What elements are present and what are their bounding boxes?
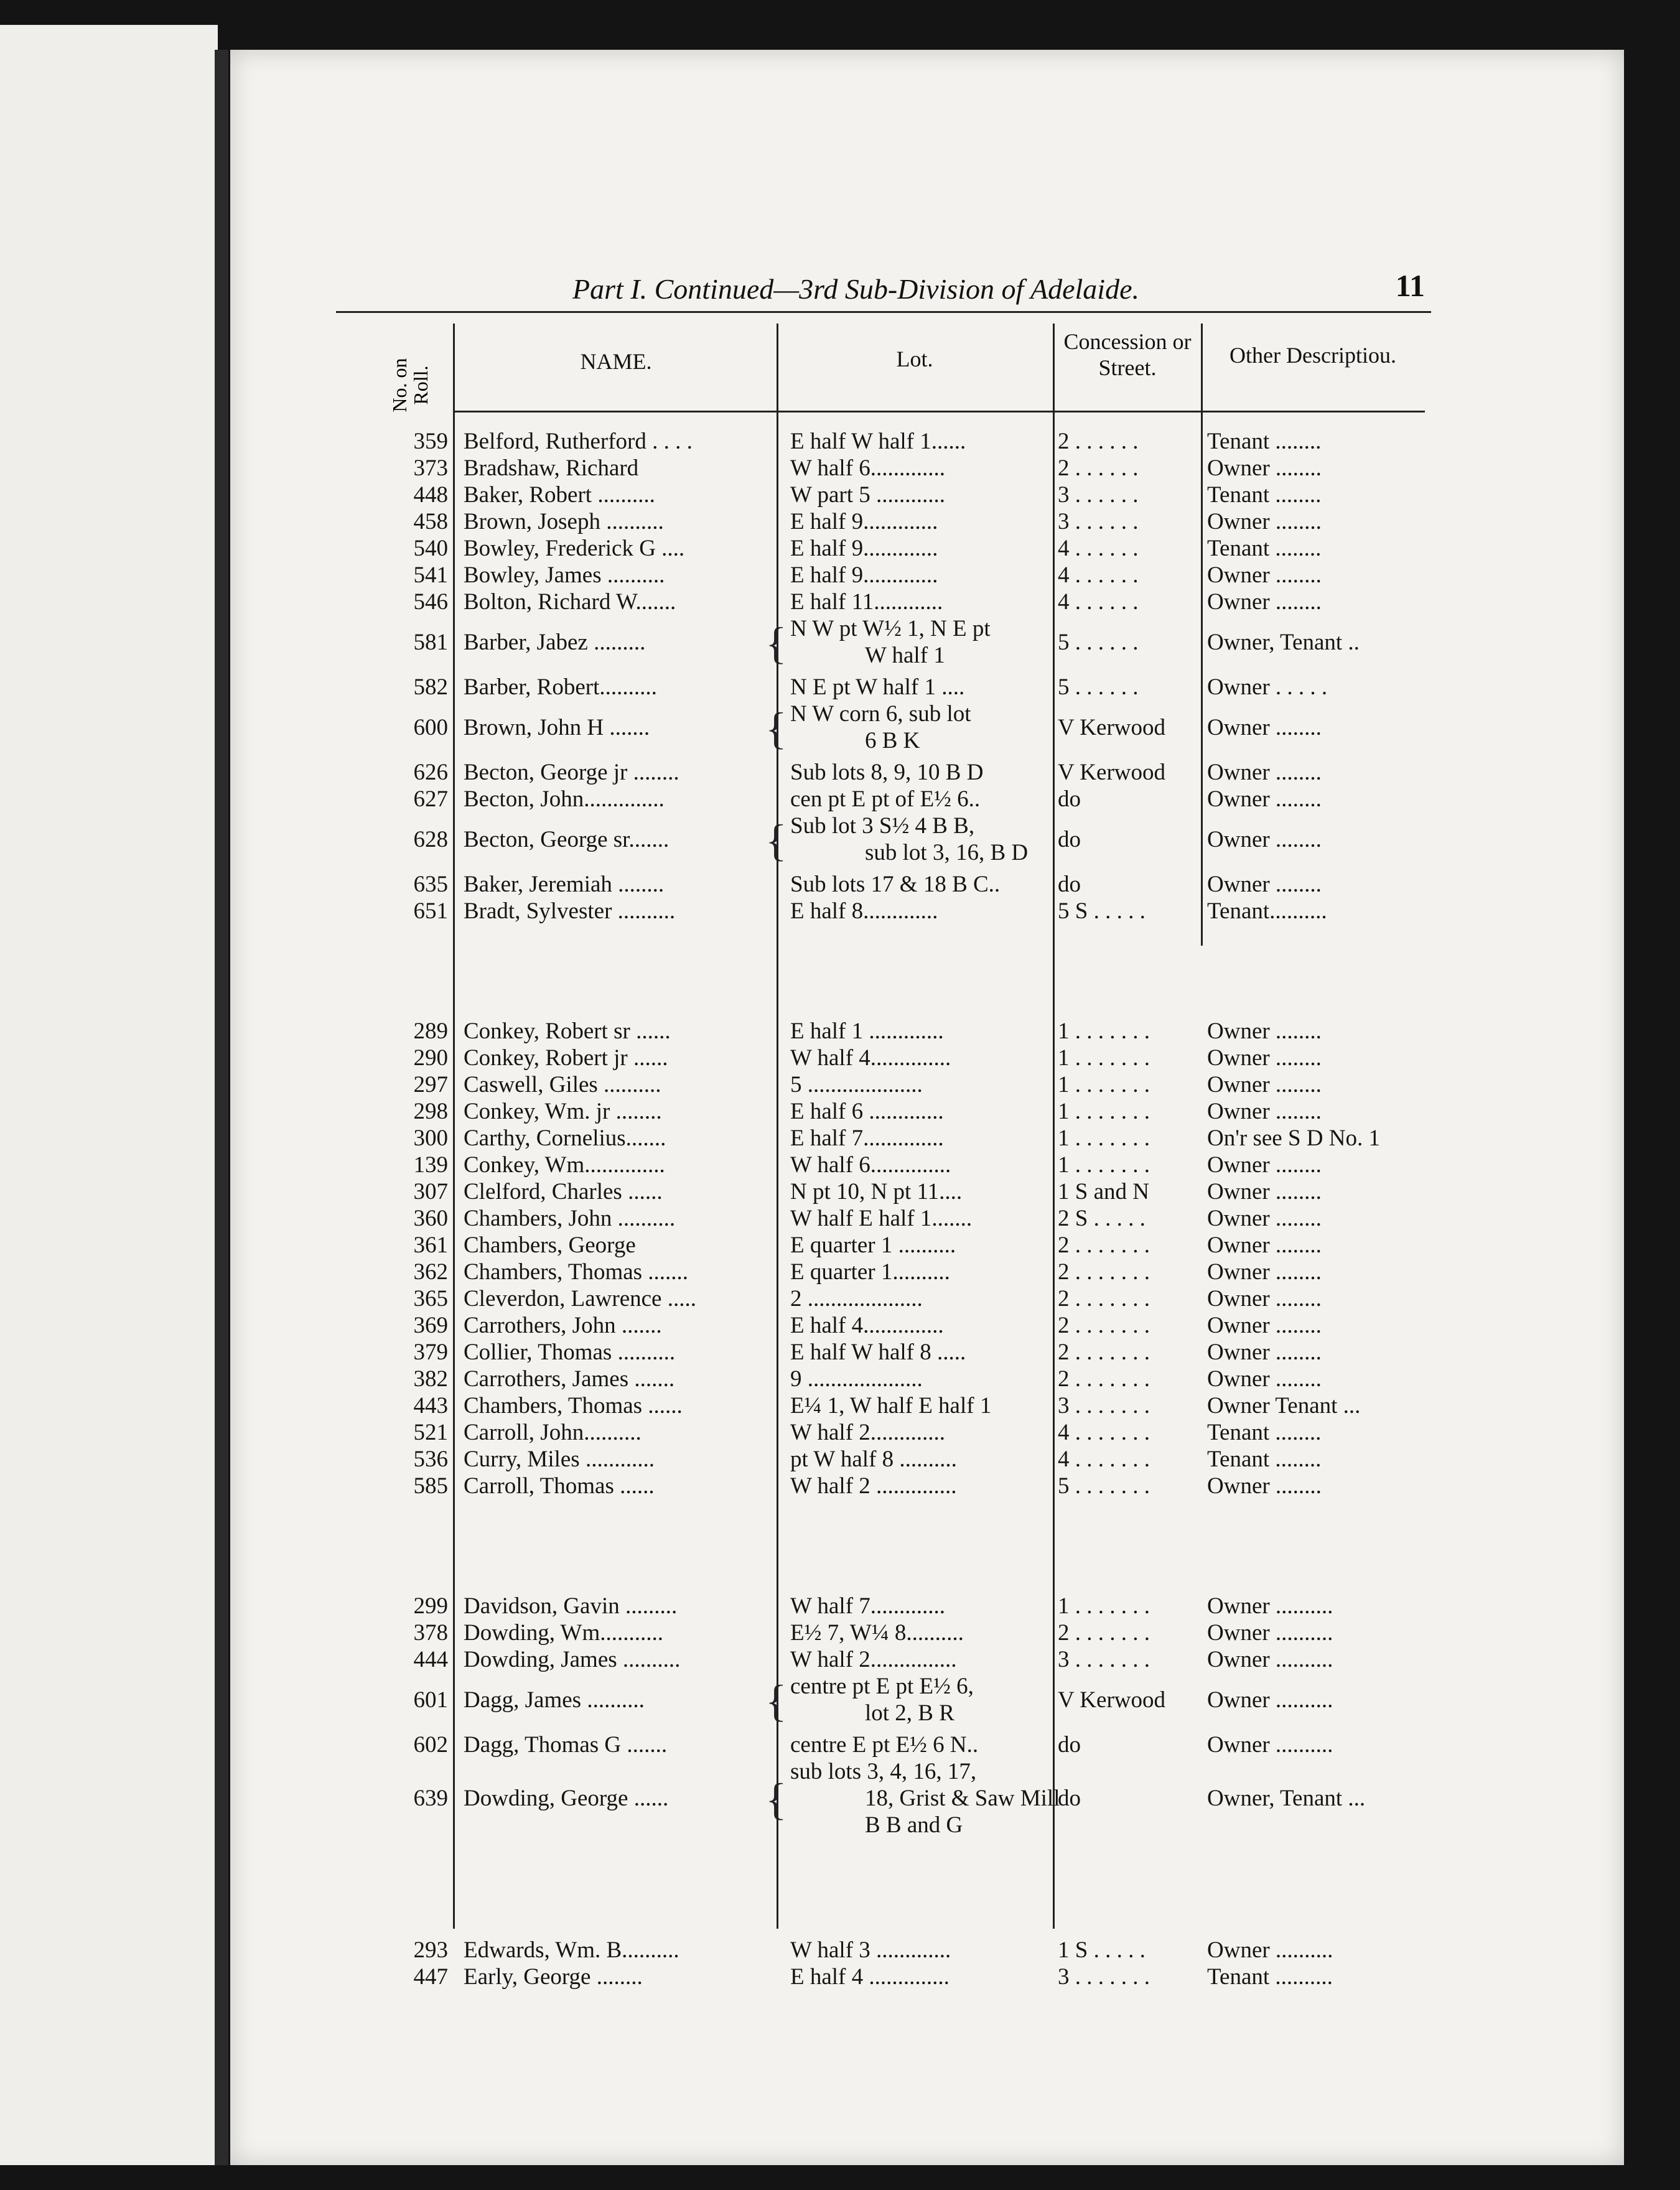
voter-name: Bradshaw, Richard	[464, 455, 639, 481]
concession-street: 1 . . . . . . .	[1058, 1018, 1150, 1044]
voter-name: Bradt, Sylvester ..........	[464, 898, 676, 924]
page-header	[336, 268, 1431, 313]
other-description: Owner ........	[1207, 455, 1322, 481]
other-description: Owner ..........	[1207, 1732, 1333, 1758]
concession-street: 1 . . . . . . .	[1058, 1045, 1150, 1071]
concession-street: 4 . . . . . . .	[1058, 1420, 1150, 1445]
concession-street: do	[1058, 786, 1081, 812]
voter-name: Curry, Miles ............	[464, 1447, 655, 1472]
roll-number: 626	[413, 760, 448, 785]
lot-description: E half 6 .............	[790, 1099, 944, 1124]
lot-description: E half 4 ..............	[790, 1964, 950, 1990]
other-description: Tenant ........	[1207, 1420, 1322, 1445]
concession-street: do	[1058, 1732, 1081, 1758]
lot-description: W half 6..............	[790, 1152, 951, 1178]
other-description: Tenant ........	[1207, 1447, 1322, 1472]
concession-street: 4 . . . . . .	[1058, 536, 1139, 561]
voter-name: Carthy, Cornelius.......	[464, 1125, 666, 1151]
voter-name: Becton, George jr ........	[464, 760, 679, 785]
concession-street: 3 . . . . . .	[1058, 509, 1139, 534]
page-number: 11	[1395, 268, 1425, 303]
other-description: Owner ..........	[1207, 1593, 1333, 1619]
other-description: On'r see S D No. 1	[1207, 1125, 1380, 1151]
voter-name: Chambers, John ..........	[464, 1206, 676, 1231]
concession-street: 2 . . . . . . .	[1058, 1259, 1150, 1285]
page-title: Part I. Continued—3rd Sub-Division of Adelaide.	[572, 273, 1139, 305]
brace-mark: {	[765, 618, 787, 668]
voter-name: Chambers, Thomas .......	[464, 1259, 689, 1285]
concession-street: 1 . . . . . . .	[1058, 1125, 1150, 1151]
roll-number: 536	[413, 1447, 448, 1472]
voters-roll-table	[388, 324, 1425, 1990]
roll-number: 362	[413, 1259, 448, 1285]
voter-name: Conkey, Wm. jr ........	[464, 1099, 662, 1124]
lot-description: N W corn 6, sub lot	[790, 701, 971, 727]
voter-name: Becton, George sr.......	[464, 827, 670, 852]
concession-street: V Kerwood	[1058, 760, 1165, 785]
other-description: Owner ........	[1207, 827, 1322, 852]
concession-street: 1 . . . . . . .	[1058, 1593, 1150, 1619]
roll-number: 602	[413, 1732, 448, 1758]
concession-street: 5 S . . . . .	[1058, 898, 1146, 924]
roll-number: 300	[413, 1125, 448, 1151]
concession-street: 2 . . . . . .	[1058, 455, 1139, 481]
concession-street: 2 . . . . . . .	[1058, 1366, 1150, 1392]
voter-name: Collier, Thomas ..........	[464, 1340, 676, 1365]
lot-description: E half 9.............	[790, 536, 938, 561]
concession-street: 2 . . . . . . .	[1058, 1620, 1150, 1646]
other-description: Owner ........	[1207, 760, 1322, 785]
lot-description: E¼ 1, W half E half 1	[790, 1393, 992, 1419]
other-description: Owner ........	[1207, 715, 1322, 740]
concession-column-header: Concession or Street.	[1063, 329, 1192, 380]
brace-mark: {	[765, 816, 787, 865]
concession-street: 5 . . . . . . .	[1058, 1473, 1150, 1499]
lot-description: E half 9.............	[790, 509, 938, 534]
roll-number: 651	[413, 898, 448, 924]
brace-mark: {	[765, 1774, 787, 1824]
description-column-header: Other Descriptiou.	[1230, 343, 1396, 368]
roll-number: 378	[413, 1620, 448, 1646]
lot-description: N E pt W half 1 ....	[790, 674, 965, 700]
lot-description: E quarter 1 ..........	[790, 1232, 956, 1258]
lot-description: E half 1 .............	[790, 1018, 944, 1044]
concession-street: 1 . . . . . . .	[1058, 1072, 1150, 1097]
other-description: Owner ..........	[1207, 1687, 1333, 1713]
other-description: Tenant ..........	[1207, 1964, 1333, 1990]
name-column-header: NAME.	[580, 349, 652, 374]
roll-number: 289	[413, 1018, 448, 1044]
concession-street: V Kerwood	[1058, 1687, 1165, 1713]
roll-number: 369	[413, 1313, 448, 1338]
roll-number: 585	[413, 1473, 448, 1499]
column-divider	[1053, 324, 1055, 1929]
lot-description: N W pt W½ 1, N E pt	[790, 616, 991, 641]
lot-description: centre pt E pt E½ 6,	[790, 1674, 974, 1699]
roll-number: 379	[413, 1340, 448, 1365]
other-description: Tenant..........	[1207, 898, 1327, 924]
roll-number: 297	[413, 1072, 448, 1097]
lot-description: Sub lots 17 & 18 B C..	[790, 872, 1001, 897]
concession-street: 1 . . . . . . .	[1058, 1099, 1150, 1124]
voter-name: Conkey, Wm..............	[464, 1152, 665, 1178]
concession-street: 2 . . . . . . .	[1058, 1232, 1150, 1258]
voter-name: Carrothers, James .......	[464, 1366, 675, 1392]
other-description: Owner ........	[1207, 1232, 1322, 1258]
voter-name: Edwards, Wm. B..........	[464, 1937, 679, 1963]
lot-description: N pt 10, N pt 11....	[790, 1179, 963, 1204]
book-spine	[215, 50, 228, 2165]
voter-name: Baker, Robert ..........	[464, 482, 655, 508]
concession-street: 2 S . . . . .	[1058, 1206, 1146, 1231]
roll-number: 447	[413, 1964, 448, 1990]
concession-street: 1 S . . . . .	[1058, 1937, 1146, 1963]
concession-street: 4 . . . . . .	[1058, 562, 1139, 588]
lot-description: E quarter 1..........	[790, 1259, 950, 1285]
roll-number: 444	[413, 1647, 448, 1672]
concession-street: 1 . . . . . . .	[1058, 1152, 1150, 1178]
other-description: Owner ........	[1207, 562, 1322, 588]
other-description: Owner ..........	[1207, 1620, 1333, 1646]
lot-description: E half W half 8 .....	[790, 1340, 966, 1365]
voter-name: Caswell, Giles ..........	[464, 1072, 661, 1097]
lot-description: pt W half 8 ..........	[790, 1447, 957, 1472]
voter-name: Dowding, Wm...........	[464, 1620, 664, 1646]
voter-name: Dagg, James ..........	[464, 1687, 645, 1713]
concession-street: 2 . . . . . . .	[1058, 1340, 1150, 1365]
roll-number: 443	[413, 1393, 448, 1419]
concession-street: 5 . . . . . .	[1058, 630, 1139, 655]
lot-description: W half 2 ..............	[790, 1473, 957, 1499]
lot-description: centre E pt E½ 6 N..	[790, 1732, 979, 1758]
roll-number: 540	[413, 536, 448, 561]
other-description: Owner Tenant ...	[1207, 1393, 1361, 1419]
lot-description: W half 3 .............	[790, 1937, 951, 1963]
brace-mark: {	[765, 1676, 787, 1726]
other-description: Owner ........	[1207, 1286, 1322, 1312]
other-description: Tenant ........	[1207, 429, 1322, 454]
roll-number: 546	[413, 589, 448, 615]
other-description: Owner ..........	[1207, 1937, 1333, 1963]
other-description: Owner ........	[1207, 1099, 1322, 1124]
lot-description: E half 7..............	[790, 1125, 944, 1151]
roll-number: 365	[413, 1286, 448, 1312]
concession-street: 3 . . . . . . .	[1058, 1393, 1150, 1419]
voter-name: Carrothers, John .......	[464, 1313, 662, 1338]
concession-street: 4 . . . . . .	[1058, 589, 1139, 615]
lot-description-continued: 6 B K	[865, 728, 920, 753]
roll-number: 293	[413, 1937, 448, 1963]
roll-number: 361	[413, 1232, 448, 1258]
other-description: Owner ........	[1207, 589, 1322, 615]
lot-description: E half 8.............	[790, 898, 938, 924]
lot-column-header: Lot.	[896, 347, 933, 371]
other-description: Owner ........	[1207, 1072, 1322, 1097]
lot-description: E half 11............	[790, 589, 943, 615]
voter-name: Brown, John H .......	[464, 715, 650, 740]
brace-mark: {	[765, 704, 787, 753]
roll-number: 639	[413, 1786, 448, 1811]
lot-description: E half 4..............	[790, 1313, 944, 1338]
concession-street: 3 . . . . . .	[1058, 482, 1139, 508]
other-description: Owner ........	[1207, 1313, 1322, 1338]
lot-description: W half 2...............	[790, 1647, 957, 1672]
lot-description: W half 4..............	[790, 1045, 951, 1071]
other-description: Owner ........	[1207, 1179, 1322, 1204]
voter-name: Bolton, Richard W.......	[464, 589, 676, 615]
column-divider	[453, 324, 455, 1929]
lot-description: 9 ....................	[790, 1366, 923, 1392]
other-description: Owner ........	[1207, 1473, 1322, 1499]
lot-description: E half 9.............	[790, 562, 938, 588]
roll-number: 627	[413, 786, 448, 812]
roll-number: 541	[413, 562, 448, 588]
voter-name: Cleverdon, Lawrence .....	[464, 1286, 696, 1312]
voter-name: Bowley, Frederick G ....	[464, 536, 685, 561]
other-description: Owner ........	[1207, 1206, 1322, 1231]
lot-description: 5 ....................	[790, 1072, 923, 1097]
concession-street: 1 S and N	[1058, 1179, 1149, 1204]
other-description: Owner ........	[1207, 872, 1322, 897]
roll-number: 290	[413, 1045, 448, 1071]
voter-name: Bowley, James ..........	[464, 562, 665, 588]
other-description: Owner ........	[1207, 1340, 1322, 1365]
voter-name: Belford, Rutherford . . . .	[464, 429, 693, 454]
roll-number: 600	[413, 715, 448, 740]
concession-street: 4 . . . . . . .	[1058, 1447, 1150, 1472]
roll-number: 382	[413, 1366, 448, 1392]
other-description: Owner ........	[1207, 1152, 1322, 1178]
roll-number: 628	[413, 827, 448, 852]
lot-description: W half 7.............	[790, 1593, 946, 1619]
concession-street: do	[1058, 872, 1081, 897]
roll-number: 373	[413, 455, 448, 481]
lot-description: E½ 7, W¼ 8..........	[790, 1620, 964, 1646]
voter-name: Early, George ........	[464, 1964, 643, 1990]
other-description: Owner ........	[1207, 1366, 1322, 1392]
voter-name: Conkey, Robert jr ......	[464, 1045, 668, 1071]
other-description: Owner ........	[1207, 1045, 1322, 1071]
roll-number: 298	[413, 1099, 448, 1124]
voter-name: Chambers, Thomas ......	[464, 1393, 683, 1419]
voter-name: Chambers, George	[464, 1232, 636, 1258]
voter-name: Barber, Robert..........	[464, 674, 657, 700]
lot-description-continued: lot 2, B R	[865, 1700, 954, 1726]
roll-number: 299	[413, 1593, 448, 1619]
concession-street: do	[1058, 1786, 1081, 1811]
voter-name: Becton, John..............	[464, 786, 665, 812]
lot-description: W part 5 ............	[790, 482, 946, 508]
column-divider	[1201, 324, 1203, 946]
concession-street: 3 . . . . . . .	[1058, 1647, 1150, 1672]
roll-number: 359	[413, 429, 448, 454]
voter-name: Dowding, George ......	[464, 1786, 669, 1811]
voter-name: Carroll, Thomas ......	[464, 1473, 655, 1499]
roll-number: 581	[413, 630, 448, 655]
other-description: Owner ........	[1207, 509, 1322, 534]
concession-street: do	[1058, 827, 1081, 852]
roll-number: 635	[413, 872, 448, 897]
lot-description-continued: sub lot 3, 16, B D	[865, 840, 1029, 865]
facing-page-edge	[0, 25, 218, 2165]
voter-name: Dowding, James ..........	[464, 1647, 681, 1672]
roll-number: 360	[413, 1206, 448, 1231]
voter-name: Davidson, Gavin .........	[464, 1593, 678, 1619]
concession-street: 2 . . . . . . .	[1058, 1313, 1150, 1338]
voter-name: Barber, Jabez .........	[464, 630, 646, 655]
voter-name: Conkey, Robert sr ......	[464, 1018, 671, 1044]
lot-description: W half E half 1.......	[790, 1206, 973, 1231]
other-description: Owner ........	[1207, 1018, 1322, 1044]
other-description: Owner ........	[1207, 786, 1322, 812]
lot-description-continued: B B and G	[865, 1812, 963, 1838]
lot-description: cen pt E pt of E½ 6..	[790, 786, 981, 812]
roll-number: 458	[413, 509, 448, 534]
concession-street: 3 . . . . . . .	[1058, 1964, 1150, 1990]
other-description: Owner ..........	[1207, 1647, 1333, 1672]
voter-name: Brown, Joseph ..........	[464, 509, 664, 534]
lot-description: 2 ....................	[790, 1286, 923, 1312]
voter-name: Dagg, Thomas G .......	[464, 1732, 668, 1758]
lot-description: Sub lots 8, 9, 10 B D	[790, 760, 984, 785]
concession-street: 2 . . . . . .	[1058, 429, 1139, 454]
other-description: Tenant ........	[1207, 482, 1322, 508]
concession-street: V Kerwood	[1058, 715, 1165, 740]
roll-number: 448	[413, 482, 448, 508]
lot-description: sub lots 3, 4, 16, 17,	[790, 1759, 977, 1784]
other-description: Tenant ........	[1207, 536, 1322, 561]
roll-number: 139	[413, 1152, 448, 1178]
other-description: Owner, Tenant ..	[1207, 630, 1360, 655]
roll-number: 521	[413, 1420, 448, 1445]
voter-name: Baker, Jeremiah ........	[464, 872, 665, 897]
lot-description-continued: 18, Grist & Saw Mill	[865, 1786, 1060, 1811]
roll-number: 601	[413, 1687, 448, 1713]
concession-street: 5 . . . . . .	[1058, 674, 1139, 700]
lot-description: Sub lot 3 S½ 4 B B,	[790, 813, 975, 839]
other-description: Owner . . . . .	[1207, 674, 1328, 700]
voter-name: Clelford, Charles ......	[464, 1179, 663, 1204]
lot-description-continued: W half 1	[865, 643, 945, 668]
concession-street: 2 . . . . . . .	[1058, 1286, 1150, 1312]
header-rule	[454, 411, 1425, 412]
roll-number-header: No. on Roll.	[388, 358, 432, 412]
lot-description: W half 2.............	[790, 1420, 946, 1445]
other-description: Owner ........	[1207, 1259, 1322, 1285]
roll-number: 582	[413, 674, 448, 700]
voter-name: Carroll, John..........	[464, 1420, 642, 1445]
lot-description: E half W half 1......	[790, 429, 966, 454]
other-description: Owner, Tenant ...	[1207, 1786, 1366, 1811]
lot-description: W half 6.............	[790, 455, 946, 481]
roll-number: 307	[413, 1179, 448, 1204]
